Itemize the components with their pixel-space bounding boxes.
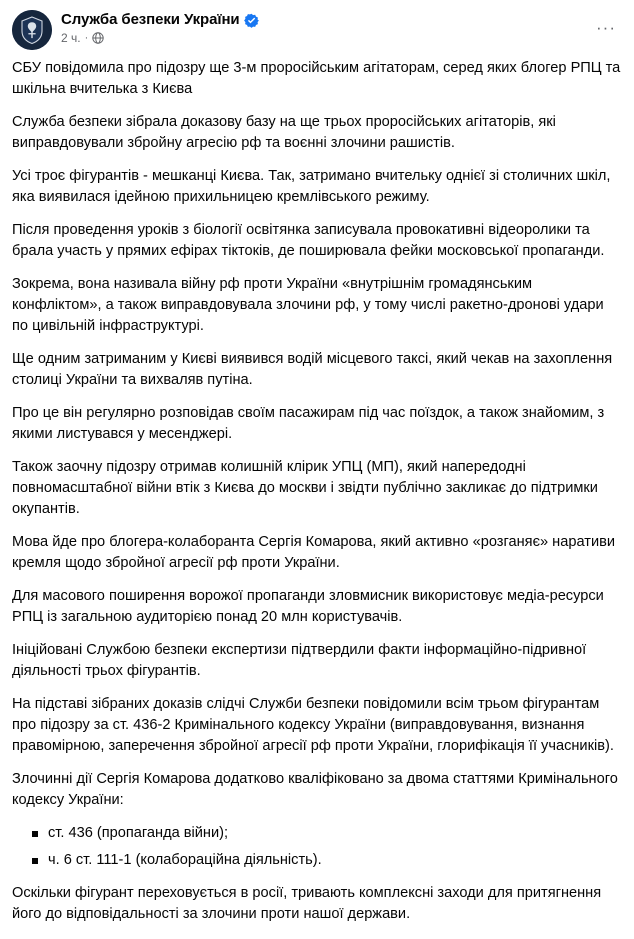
post-paragraph: Також заочну підозру отримав колишній клірик УПЦ (МП), який напередодні повномасштабної війни втік з Києва до москви і звідти публічно закликає до підтримки окупантів. [12,459,598,517]
post-paragraph: Про це він регулярно розповідав своїм пасажирам під час поїздок, а також знайомим, з якими листувався у месенджері. [12,405,605,442]
charges-list [12,823,622,871]
post-paragraph: На підставі зібраних доказів слідчі Служби безпеки повідомили всім трьом фігурантам про підозру за ст. 436-2 Кримінального кодексу України (виправдовування, визнання правомірною, заперечення збройної агресії рф проти України, глорифікація її учасників). [12,696,614,754]
post-body [0,56,634,939]
post-paragraph: Усі троє фігурантів - мешканці Києва. Так, затримано вчительку однієї зі столичних шкіл, яка виявилася ідейною прихильницею кремлівського режиму. [12,168,611,205]
globe-icon [92,32,104,44]
post-paragraph: Мова йде про блогера-колаборанта Сергія Комарова, який активно «розганяє» наративи кремля щодо збройної агресії рф проти України. [12,534,616,571]
post-paragraph: Ще одним затриманим у Києві виявився водій місцевого таксі, який чекав на захоплення столиці України та вихваляв путіна. [12,351,613,388]
post-paragraph: Після проведення уроків з біології освітянка записувала провокативні відеоролики та брала участь у прямих ефірах тіктоків, де поширювала фейки московської пропаганди. [12,222,605,259]
sbu-emblem-avatar[interactable] [12,10,52,50]
post-paragraph: Оскільки фігурант переховується в росії, тривають комплексні заходи для притягнення його до відповідальності за злочини проти нашої держави. [12,885,602,922]
post-paragraph: Для масового поширення ворожої пропаганди зловмисник використовує медіа-ресурси РПЦ із загальною аудиторією понад 20 млн користувачів. [12,588,604,625]
post-timestamp[interactable]: 2 ч. [61,31,81,45]
post-options-button[interactable]: ··· [596,18,616,37]
verified-badge-icon [244,13,259,28]
post-paragraph: Зокрема, вона називала війну рф проти України «внутрішнім громадянським конфліктом», а також виправдовувала злочини рф, у тому числі ракетно-дронові удари по цивільній інфраструктурі. [12,276,604,334]
author-name-row [61,11,590,29]
post-author-block [61,10,590,45]
post-paragraph: СБУ повідомила про підозру ще 3-м проросійським агітаторам, серед яких блогер РПЦ та шкільна вчителька з Києва [12,60,621,97]
post-paragraph: Злочинні дії Сергія Комарова додатково кваліфіковано за двома статтями Кримінального кодексу України: [12,771,618,808]
list-item: ст. 436 (пропаганда війни); [48,823,622,844]
post-header [0,0,634,56]
meta-separator: · [84,32,89,44]
page-name[interactable]: Служба безпеки України [61,11,240,28]
post-paragraph: Ініційовані Службою безпеки експертизи підтвердили факти інформаційно-підривної діяльності трьох фігурантів. [12,642,587,679]
post-meta [61,31,590,45]
post-paragraph: Служба безпеки зібрала доказову базу на ще трьох проросійських агітаторів, які виправдовували збройну агресію рф та воєнні злочини рашистів. [12,114,556,151]
list-item: ч. 6 ст. 111-1 (колабораційна діяльність). [48,850,622,871]
